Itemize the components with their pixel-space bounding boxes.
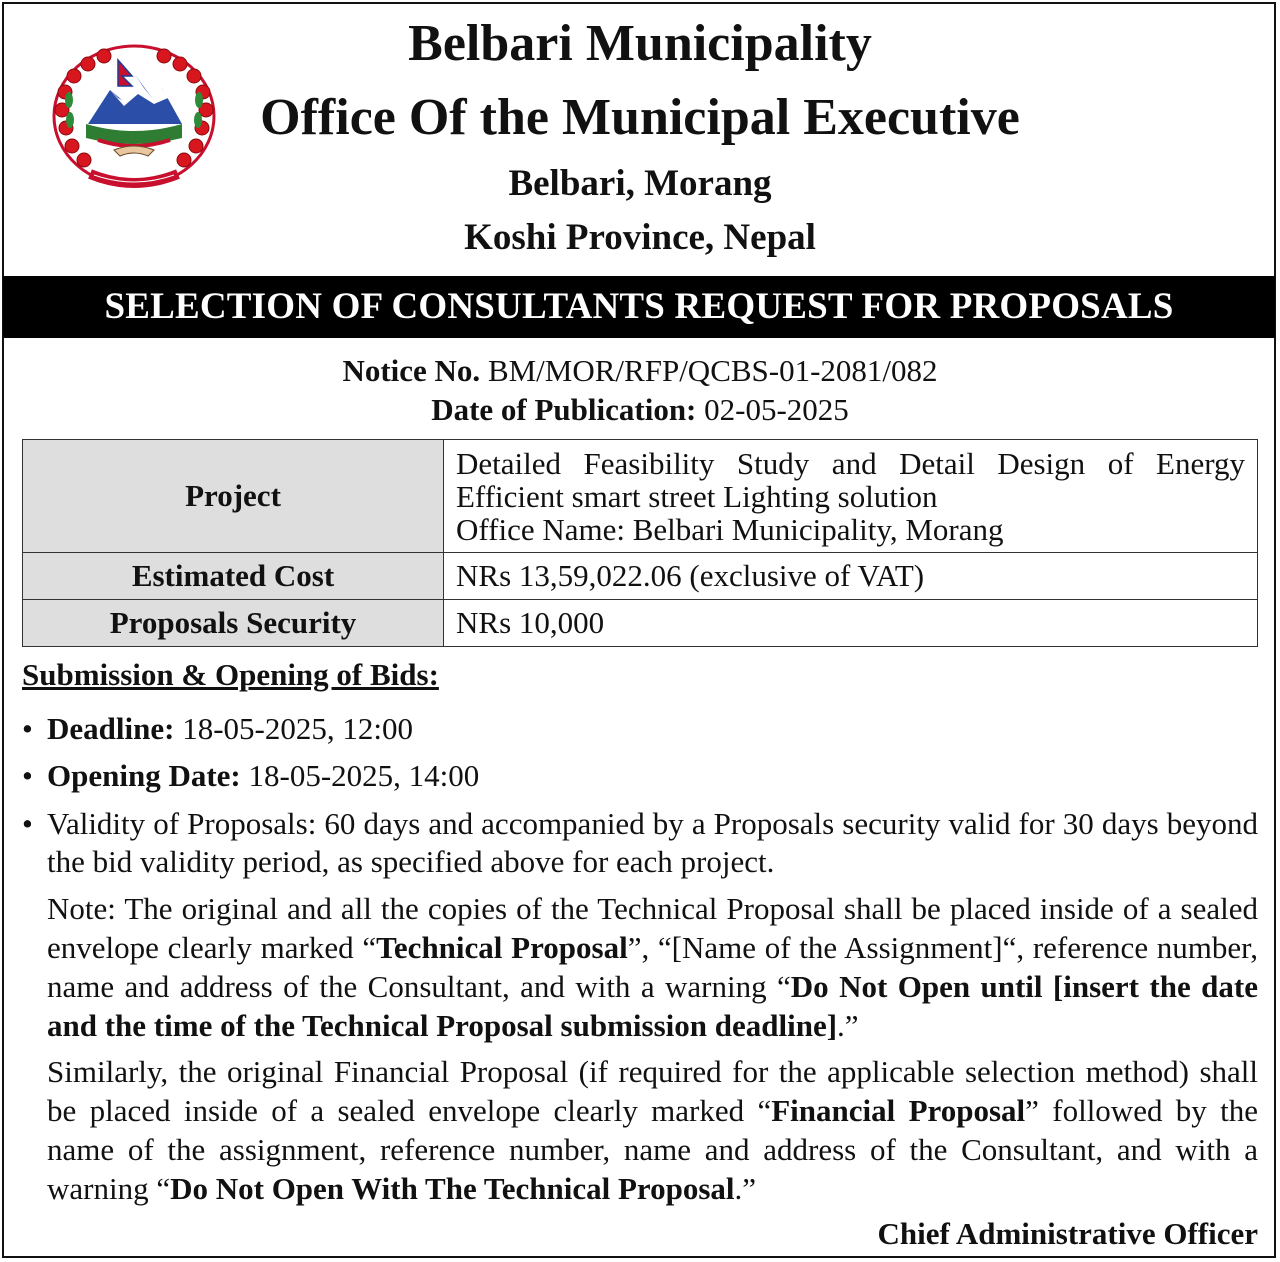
signature: Chief Administrative Officer	[877, 1216, 1258, 1251]
note-text: ” followed by the name of the assignment, reference number, name and address of the Consultant, and with a warning “	[47, 1093, 1259, 1206]
project-info-table	[22, 439, 1258, 647]
bullet-icon: •	[22, 806, 33, 841]
municipality-title: Belbari Municipality	[408, 15, 872, 72]
note-text: .”	[837, 1008, 859, 1043]
security-value: NRs 10,000	[444, 600, 1258, 647]
project-office-line: Office Name: Belbari Municipality, Morang	[456, 511, 1004, 547]
table-row	[23, 600, 1258, 647]
bullet-icon: •	[22, 711, 33, 746]
note-text: .”	[734, 1171, 757, 1206]
financial-note	[47, 1052, 1258, 1208]
validity-text: Validity of Proposals: 60 days and accompanied by a Proposals security valid for 30 days beyond the bid validity period, as specified above for each project.	[47, 806, 1258, 879]
table-row	[23, 553, 1258, 600]
province-line: Koshi Province, Nepal	[464, 217, 816, 258]
project-line: Efficient smart street Lighting solution	[456, 478, 938, 514]
cost-label: Estimated Cost	[23, 553, 444, 600]
rfp-banner: SELECTION OF CONSULTANTS REQUEST FOR PROPOSALS	[3, 276, 1275, 338]
list-item	[22, 710, 1258, 748]
table-row	[23, 440, 1258, 553]
opening-date-value: 18-05-2025, 14:00	[248, 758, 480, 793]
list-item	[22, 805, 1258, 881]
note-bold: Technical Proposal	[376, 930, 628, 965]
publication-date-value: 02-05-2025	[704, 392, 849, 427]
submission-heading: Submission & Opening of Bids:	[22, 657, 439, 692]
note-text: ”, “[Name of the Assignment]“, reference number, name and address of the Consultant, and with a warning “	[47, 930, 1259, 1004]
note-text: Similarly, the original Financial Proposal (if required for the applicable selection method) shall be placed inside of a sealed envelope clearly marked “	[47, 1054, 1258, 1128]
bullet-icon: •	[22, 758, 33, 793]
technical-note	[47, 889, 1258, 1045]
city-line: Belbari, Morang	[508, 163, 772, 204]
project-value	[444, 440, 1258, 553]
notice-number	[0, 352, 1280, 390]
opening-date-label: Opening Date:	[47, 758, 241, 793]
cost-value: NRs 13,59,022.06 (exclusive of VAT)	[444, 553, 1258, 600]
publication-date-label: Date of Publication:	[431, 392, 697, 427]
security-label: Proposals Security	[23, 600, 444, 647]
list-item	[22, 757, 1258, 795]
project-label: Project	[23, 440, 444, 553]
publication-date	[0, 391, 1280, 429]
note-bold: Financial Proposal	[771, 1093, 1026, 1128]
deadline-value: 18-05-2025, 12:00	[182, 711, 413, 746]
office-title: Office Of the Municipal Executive	[260, 89, 1020, 146]
deadline-label: Deadline:	[47, 711, 175, 746]
note-text: Note: The original and all the copies of the Technical Proposal shall be placed inside of a sealed envelope clearly marked “	[47, 891, 1258, 965]
project-line: Detailed Feasibility Study and Detail Design of Energy	[456, 445, 1245, 481]
notice-number-value: BM/MOR/RFP/QCBS-01-2081/082	[487, 353, 938, 388]
notice-number-label: Notice No.	[342, 353, 481, 388]
note-bold: Do Not Open until [insert the date and the time of the Technical Proposal submission deadline]	[47, 969, 1258, 1043]
note-bold: Do Not Open With The Technical Proposal	[170, 1171, 735, 1206]
